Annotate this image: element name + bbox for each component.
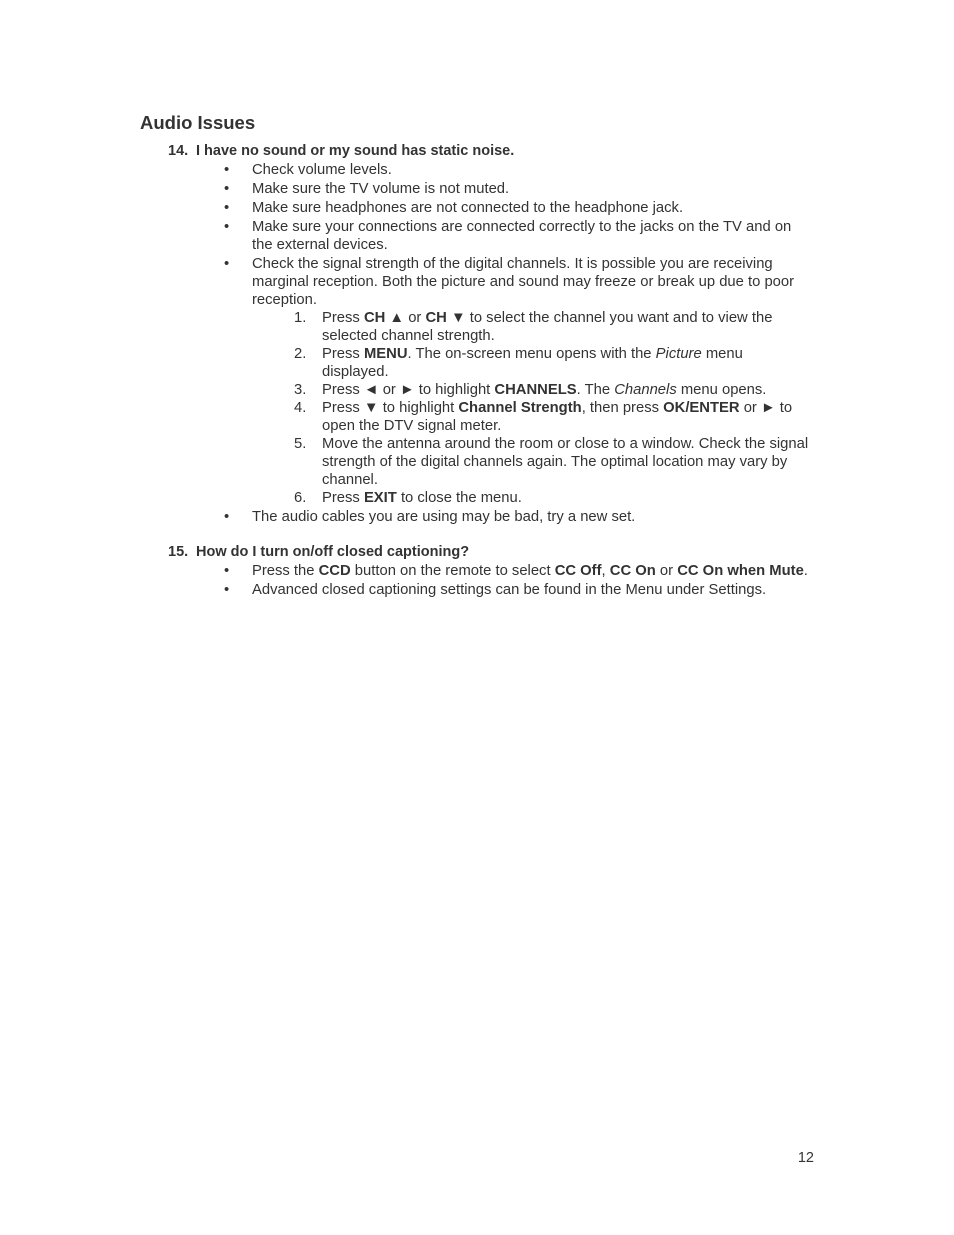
bullet-icon: • — [224, 219, 230, 235]
section-title: Audio Issues — [140, 112, 256, 133]
list-item: • Make sure the TV volume is not muted. — [224, 181, 510, 197]
bullet-icon: • — [224, 509, 230, 525]
list-item: • Check the signal strength of the digital channels. It is possible you are receiving marginal reception. Both the picture and sound may freeze or break up due to poor reception. 1. Press CH ▲ or CH ▼ to select the channel you want and to view the selected channel strength. 2. Press MENU. The on-screen menu opens with the Picture menu displayed. 3. Press ◄ or ► to highlight CHANNELS. The Channels menu opens. 4. Press ▼ to highlight Channel Strength, then press OK/ENTER or ► to open the DTV signal meter. 5. Move the antenna around the room or close to a window. Check the signal strength of the digital channels again. The optimal location may vary by channel. 6. Press EXIT to close the menu. — [224, 256, 809, 506]
step-item: 4. Press ▼ to highlight Channel Strength, then press OK/ENTER or ► to open the DTV signal meter. — [294, 400, 793, 434]
question-number: 14. — [168, 143, 189, 159]
bullet-icon: • — [224, 162, 230, 178]
step-item: 1. Press CH ▲ or CH ▼ to select the channel you want and to view the selected channel strength. — [294, 310, 773, 344]
list-item: • Advanced closed captioning settings can be found in the Menu under Settings. — [224, 582, 767, 598]
list-item: • The audio cables you are using may be bad, try a new set. — [224, 509, 636, 525]
step-list — [294, 309, 810, 507]
question-text: I have no sound or my sound has static noise. — [196, 143, 515, 159]
list-item: • Make sure your connections are connected correctly to the jacks on the TV and on the external devices. — [224, 219, 792, 253]
question-text: How do I turn on/off closed captioning? — [196, 544, 470, 560]
page-number: 12 — [797, 1150, 814, 1166]
bullet-icon: • — [224, 181, 230, 197]
step-item: 2. Press MENU. The on-screen menu opens with the Picture menu displayed. — [294, 346, 743, 380]
q14-bullet-list — [224, 161, 810, 527]
question-14-title — [168, 143, 514, 159]
step-item: 5. Move the antenna around the room or close to a window. Check the signal strength of the digital channels again. The optimal location may vary by channel. — [294, 436, 809, 488]
bullet-icon: • — [224, 582, 230, 598]
list-item: • Press the CCD button on the remote to select CC Off, CC On or CC On when Mute. — [224, 563, 808, 579]
step-item: 3. Press ◄ or ► to highlight CHANNELS. The Channels menu opens. — [294, 382, 767, 398]
bullet-icon: • — [224, 563, 230, 579]
q15-bullet-list — [224, 562, 810, 600]
bullet-icon: • — [224, 256, 230, 272]
list-item: • Check volume levels. — [224, 162, 392, 178]
bullet-icon: • — [224, 200, 230, 216]
question-15-title — [168, 544, 469, 560]
list-item: • Make sure headphones are not connected to the headphone jack. — [224, 200, 684, 216]
question-number: 15. — [168, 544, 189, 560]
step-item: 6. Press EXIT to close the menu. — [294, 490, 522, 506]
